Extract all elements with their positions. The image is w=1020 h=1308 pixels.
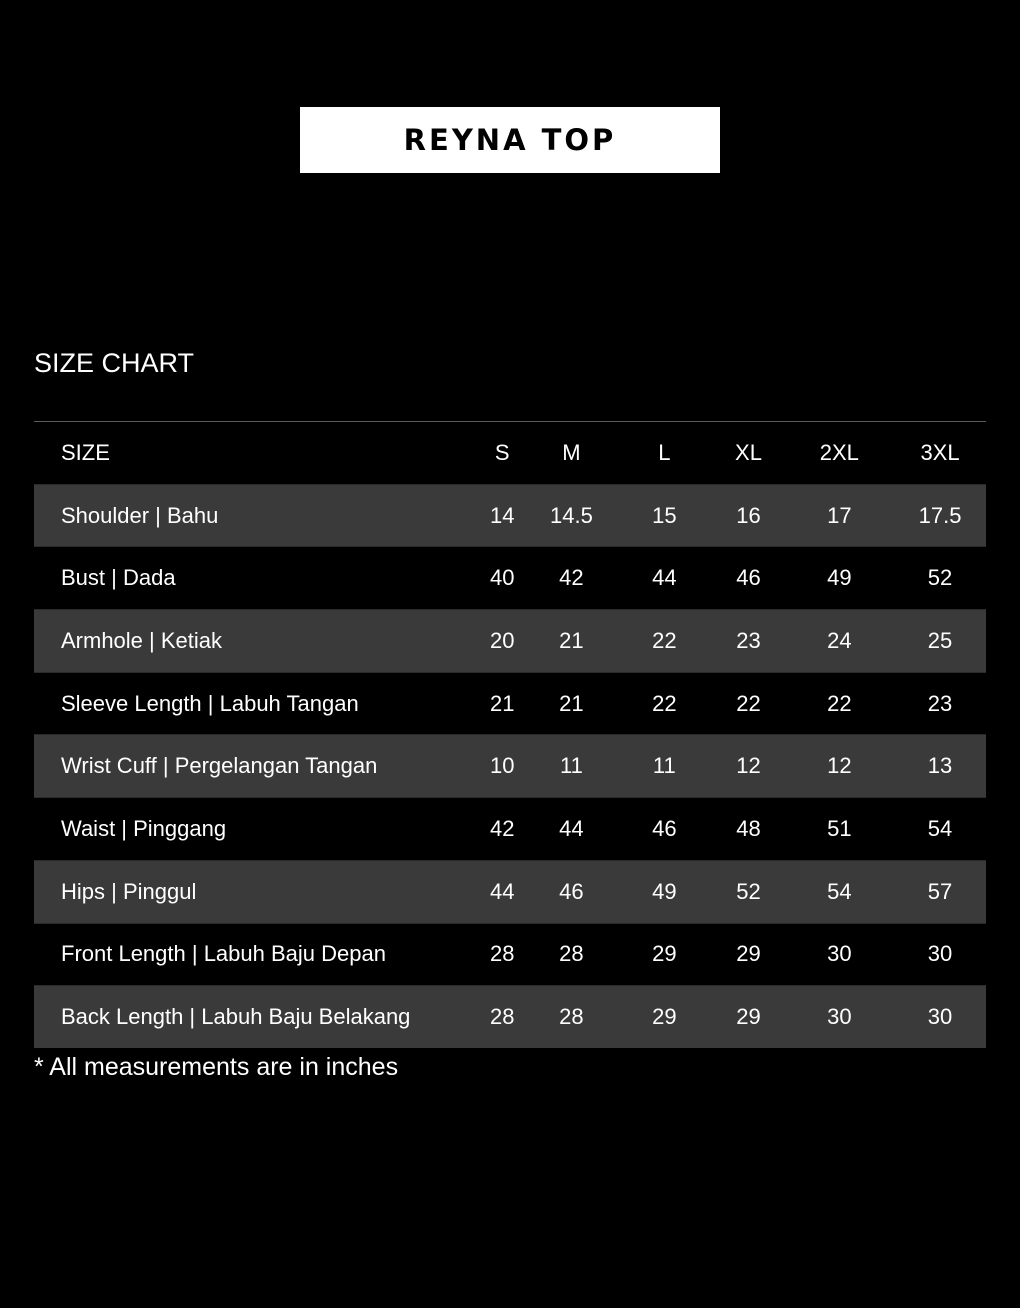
measurement-value: 23 bbox=[894, 672, 986, 735]
size-chart-heading: SIZE CHART bbox=[34, 348, 195, 378]
size-header-s: S bbox=[494, 439, 510, 465]
size-header-xl: XL bbox=[735, 439, 762, 465]
size-header-m: M bbox=[562, 439, 581, 465]
measurement-value: 52 bbox=[894, 547, 986, 610]
measurement-value: 29 bbox=[712, 923, 784, 986]
measurement-value: 29 bbox=[616, 923, 712, 986]
measurement-label: Armhole | Ketiak bbox=[34, 610, 478, 673]
measurement-value: 15 bbox=[616, 484, 712, 547]
measurement-value: 42 bbox=[478, 798, 527, 861]
measurement-value: 30 bbox=[785, 923, 894, 986]
measurement-value: 22 bbox=[712, 672, 784, 735]
measurement-value: 22 bbox=[616, 610, 712, 673]
measurement-value: 12 bbox=[785, 735, 894, 798]
measurement-label: Shoulder | Bahu bbox=[34, 484, 478, 547]
measurement-value: 46 bbox=[527, 860, 617, 923]
measurement-value: 52 bbox=[712, 860, 784, 923]
table-row bbox=[34, 923, 986, 986]
size-chart-body bbox=[34, 484, 986, 1048]
measurement-value: 14.5 bbox=[527, 484, 617, 547]
measurement-value: 49 bbox=[616, 860, 712, 923]
measurement-value: 21 bbox=[527, 672, 617, 735]
measurement-value: 28 bbox=[478, 986, 527, 1048]
measurement-label: Back Length | Labuh Baju Belakang bbox=[34, 986, 478, 1048]
measurement-value: 23 bbox=[712, 610, 784, 673]
measurement-value: 54 bbox=[785, 860, 894, 923]
measurement-value: 44 bbox=[478, 860, 527, 923]
measurement-label: Front Length | Labuh Baju Depan bbox=[34, 923, 478, 986]
measurement-value: 16 bbox=[712, 484, 784, 547]
product-title: REYNA TOP bbox=[403, 123, 617, 157]
measurement-value: 20 bbox=[478, 610, 527, 673]
measurement-value: 54 bbox=[894, 798, 986, 861]
size-header-l: L bbox=[658, 439, 671, 465]
table-row bbox=[34, 860, 986, 923]
measurement-value: 10 bbox=[478, 735, 527, 798]
size-header-3xl: 3XL bbox=[920, 439, 960, 465]
measurement-value: 49 bbox=[785, 547, 894, 610]
measurement-value: 28 bbox=[527, 986, 617, 1048]
measurement-value: 25 bbox=[894, 610, 986, 673]
measurement-value: 57 bbox=[894, 860, 986, 923]
measurement-label: Waist | Pinggang bbox=[34, 798, 478, 861]
table-row bbox=[34, 735, 986, 798]
measurement-value: 42 bbox=[527, 547, 617, 610]
size-chart-table-wrapper bbox=[34, 421, 986, 1048]
measurement-value: 11 bbox=[616, 735, 712, 798]
measurement-value: 28 bbox=[478, 923, 527, 986]
size-chart-table bbox=[34, 422, 986, 1048]
measurement-value: 46 bbox=[616, 798, 712, 861]
measurement-value: 44 bbox=[527, 798, 617, 861]
measurement-value: 30 bbox=[894, 986, 986, 1048]
table-row bbox=[34, 547, 986, 610]
measurement-value: 44 bbox=[616, 547, 712, 610]
measurement-value: 22 bbox=[785, 672, 894, 735]
measurement-value: 51 bbox=[785, 798, 894, 861]
measurement-value: 14 bbox=[478, 484, 527, 547]
measurement-value: 28 bbox=[527, 923, 617, 986]
measurement-footnote: * All measurements are in inches bbox=[34, 1053, 399, 1081]
measurement-value: 21 bbox=[478, 672, 527, 735]
measurement-label: Bust | Dada bbox=[34, 547, 478, 610]
measurement-label: Wrist Cuff | Pergelangan Tangan bbox=[34, 735, 478, 798]
measurement-value: 21 bbox=[527, 610, 617, 673]
measurement-value: 30 bbox=[894, 923, 986, 986]
measurement-value: 17.5 bbox=[894, 484, 986, 547]
measurement-value: 29 bbox=[712, 986, 784, 1048]
measurement-value: 46 bbox=[712, 547, 784, 610]
measurement-value: 29 bbox=[616, 986, 712, 1048]
measurement-value: 12 bbox=[712, 735, 784, 798]
table-row bbox=[34, 484, 986, 547]
measurement-value: 11 bbox=[527, 735, 617, 798]
measurement-value: 17 bbox=[785, 484, 894, 547]
table-row bbox=[34, 986, 986, 1048]
product-title-box bbox=[300, 107, 720, 173]
measurement-value: 40 bbox=[478, 547, 527, 610]
measurement-label: Sleeve Length | Labuh Tangan bbox=[34, 672, 478, 735]
measurement-label: Hips | Pinggul bbox=[34, 860, 478, 923]
table-row bbox=[34, 610, 986, 673]
size-header-label: SIZE bbox=[61, 439, 110, 465]
size-header-2xl: 2XL bbox=[819, 439, 859, 465]
measurement-value: 22 bbox=[616, 672, 712, 735]
measurement-value: 24 bbox=[785, 610, 894, 673]
measurement-value: 13 bbox=[894, 735, 986, 798]
table-row bbox=[34, 798, 986, 861]
table-row bbox=[34, 672, 986, 735]
measurement-value: 48 bbox=[712, 798, 784, 861]
measurement-value: 30 bbox=[785, 986, 894, 1048]
size-header-row bbox=[34, 422, 986, 484]
